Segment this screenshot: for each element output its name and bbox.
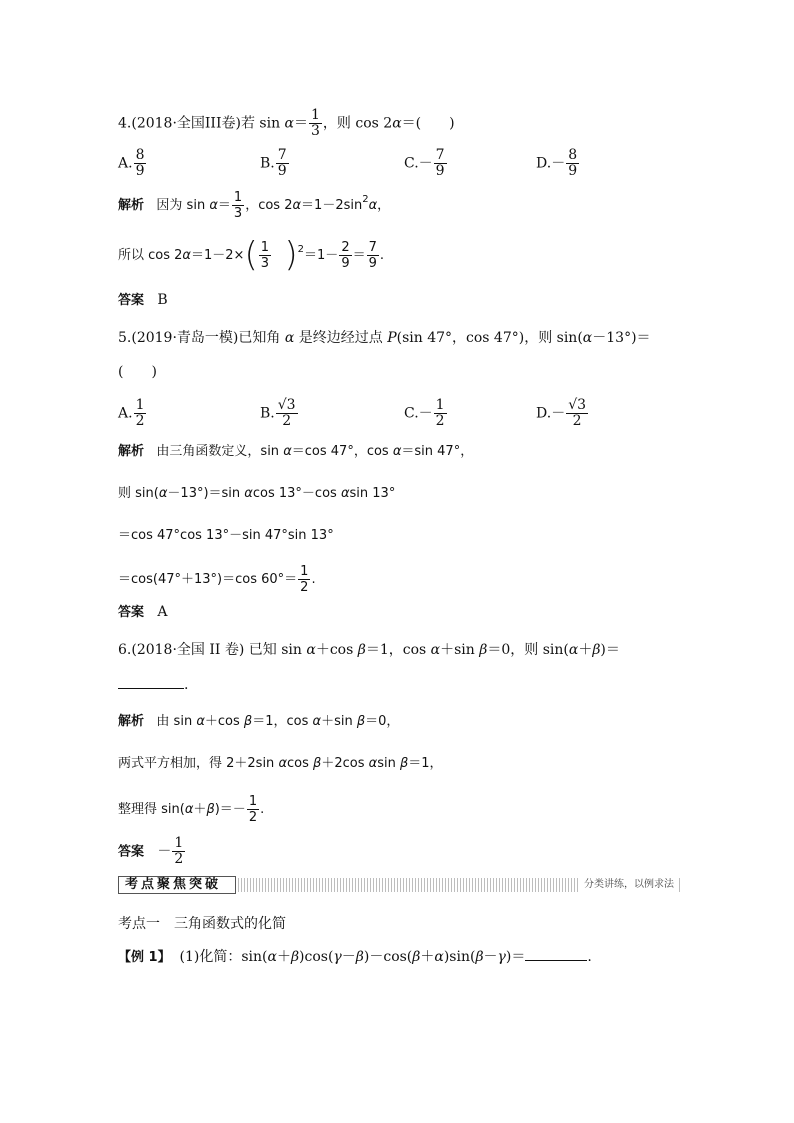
q5-option-c: C.－ $\frac{1}{2}$ [404, 397, 445, 429]
q4-analysis-line2: 所以 cos 2α＝1－2×( $\frac{1}{3}$ )$^2$＝1－ $\frac{2}{9}$ ＝ $\frac{7}{9}$ . [118, 235, 385, 275]
q4-stem: 4.(2018·全国III卷)若 sin α＝ $\frac{1}{3}$ ，则 cos 2α＝( ) [118, 107, 455, 139]
q6-answer: 答案 － $\frac{1}{2}$ [118, 835, 184, 867]
section-subtitle: 分类讲练，以例求法 [580, 878, 678, 892]
answer-label: 答案 [118, 844, 145, 860]
q4-option-a: A. $\frac{8}{9}$ [118, 147, 145, 179]
q6-analysis-line1: 解析 由 sin α＋cos β＝1，cos α＋sin β＝0， [118, 714, 400, 729]
example-1: 【例 1】 (1)化简：sin(α＋β)cos(γ－β)－cos(β＋α)sin(β－γ)＝ . [118, 946, 592, 968]
section-banner [118, 876, 680, 894]
q5-answer-paren: ( ) [118, 364, 157, 380]
q6-stem: 6.(2018·全国 II 卷) 已知 sin α＋cos β＝1，cos α＋sin β＝0，则 sin(α＋β)＝ [118, 642, 620, 658]
analysis-label: 解析 [118, 714, 145, 729]
answer-label: 答案 [118, 605, 145, 620]
example-label: 【例 1】 [118, 950, 171, 965]
example-answer-blank [525, 946, 587, 961]
q6-analysis-line3: 整理得 sin(α＋β)＝－ $\frac{1}{2}$ . [118, 794, 265, 825]
q5-option-b: B. $\frac{√3}{2}$ [260, 397, 296, 429]
analysis-label: 解析 [118, 444, 145, 459]
q4-answer [118, 290, 168, 311]
q6-answer-blank: . [118, 674, 188, 695]
answer-value: $\frac{1}{2}$ [174, 835, 184, 867]
q4-option-c: C.－ $\frac{7}{9}$ [404, 147, 445, 179]
q4-option-b: B. $\frac{7}{9}$ [260, 147, 287, 179]
q5-analysis-line4: ＝cos(47°＋13°)＝cos 60°＝ $\frac{1}{2}$ . [118, 564, 316, 595]
q5-answer [118, 602, 168, 623]
analysis-label: 解析 [118, 198, 145, 213]
q6-analysis-line2: 两式平方相加，得 2＋2sin αcos β＋2cos αsin β＝1， [118, 756, 443, 771]
q5-option-d: D.－ $\frac{√3}{2}$ [536, 397, 587, 429]
q5-analysis-line2: 则 sin(α－13°)＝sin αcos 13°－cos αsin 13° [118, 486, 396, 501]
q5-stem: 5.(2019·青岛一模)已知角 α 是终边经过点 P(sin 47°，cos 47°)，则 sin(α－13°)＝ [118, 330, 651, 346]
q5-option-a: A. $\frac{1}{2}$ [118, 397, 145, 429]
q5-analysis-line3: ＝cos 47°cos 13°－sin 47°sin 13° [118, 528, 334, 543]
section-title: 考点聚焦突破 [118, 876, 236, 894]
answer-label: 答案 [118, 293, 145, 308]
q4-analysis-line1: 解析 因为 sin α＝ $\frac{1}{3}$ ，$\cos 2\alpha=1-2\sin^2\alpha$， [118, 190, 391, 221]
topic-heading: 考点一 三角函数式的化简 [118, 916, 286, 932]
answer-value: B [157, 292, 168, 308]
q4-fraction: $\frac{1}{3}$ [311, 107, 320, 139]
q5-analysis-line1: 解析 由三角函数定义，sin α＝cos 47°，cos α＝sin 47°， [118, 444, 474, 459]
answer-value: A [157, 604, 168, 620]
q4-option-d: D.－ $\frac{8}{9}$ [536, 147, 578, 179]
